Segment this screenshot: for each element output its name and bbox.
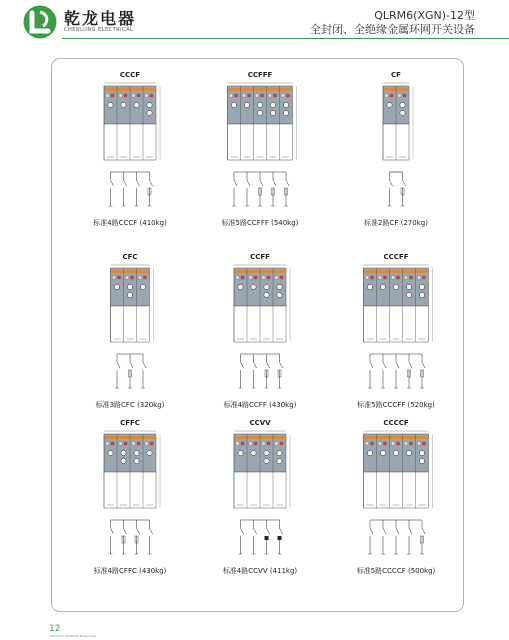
unit-title: CFFC (120, 419, 140, 427)
unit-caption: 标准4路CFFC (430kg) (93, 567, 167, 575)
brand-english: CHENLUNG ELECTRICAL (64, 27, 134, 33)
product-model: QLRM6(XGN)-12型 (374, 9, 475, 22)
unit-ccccf (328, 419, 464, 599)
unit-title: CFC (122, 253, 138, 261)
unit-title: CCVV (249, 419, 271, 427)
unit-ccvv (192, 419, 328, 599)
unit-caption: 标准4路CCFF (430kg) (223, 401, 297, 409)
unit-cfc (62, 253, 198, 433)
unit-cf (328, 71, 464, 251)
unit-caption: 标准5路CCCCF (500kg) (356, 567, 436, 575)
unit-caption: 标准5路CCFFF (540kg) (221, 219, 299, 227)
unit-title: CCCFF (383, 253, 409, 261)
unit-title: CCFFF (247, 71, 273, 79)
single-line-diagram (62, 348, 198, 408)
unit-caption: 标准4路CCCF (410kg) (93, 219, 167, 227)
unit-cffc (62, 419, 198, 599)
page-number: 12 (49, 624, 61, 634)
unit-caption: 标准2路CF (270kg) (364, 219, 428, 227)
unit-title: CCCF (119, 71, 141, 79)
single-line-diagram (192, 514, 328, 574)
single-line-diagram (328, 166, 464, 226)
company-logo-icon (22, 4, 58, 40)
unit-ccff (192, 253, 328, 433)
configuration-card (51, 58, 464, 612)
unit-caption: 标准4路CCVV (411kg) (222, 567, 298, 575)
product-subtitle: 全封闭、全绝缘金属环网开关设备 (310, 23, 475, 36)
unit-cccf (62, 71, 198, 251)
single-line-diagram (192, 348, 328, 408)
single-line-diagram (192, 166, 328, 226)
single-line-diagram (328, 514, 464, 574)
footer-note: ChenLung Electrical Equipment (49, 634, 97, 638)
unit-cccff (328, 253, 464, 433)
unit-ccfff (192, 71, 328, 251)
header (0, 0, 509, 46)
unit-title: CF (391, 71, 401, 79)
single-line-diagram (328, 348, 464, 408)
unit-caption: 标准5路CCCFF (520kg) (357, 401, 435, 409)
unit-title: CCCCF (383, 419, 409, 427)
header-divider (62, 38, 509, 39)
brand-name: 乾龙电器 (64, 9, 137, 28)
single-line-diagram (62, 166, 198, 226)
single-line-diagram (62, 514, 198, 574)
unit-title: CCFF (250, 253, 270, 261)
unit-caption: 标准3路CFC (320kg) (95, 401, 165, 409)
